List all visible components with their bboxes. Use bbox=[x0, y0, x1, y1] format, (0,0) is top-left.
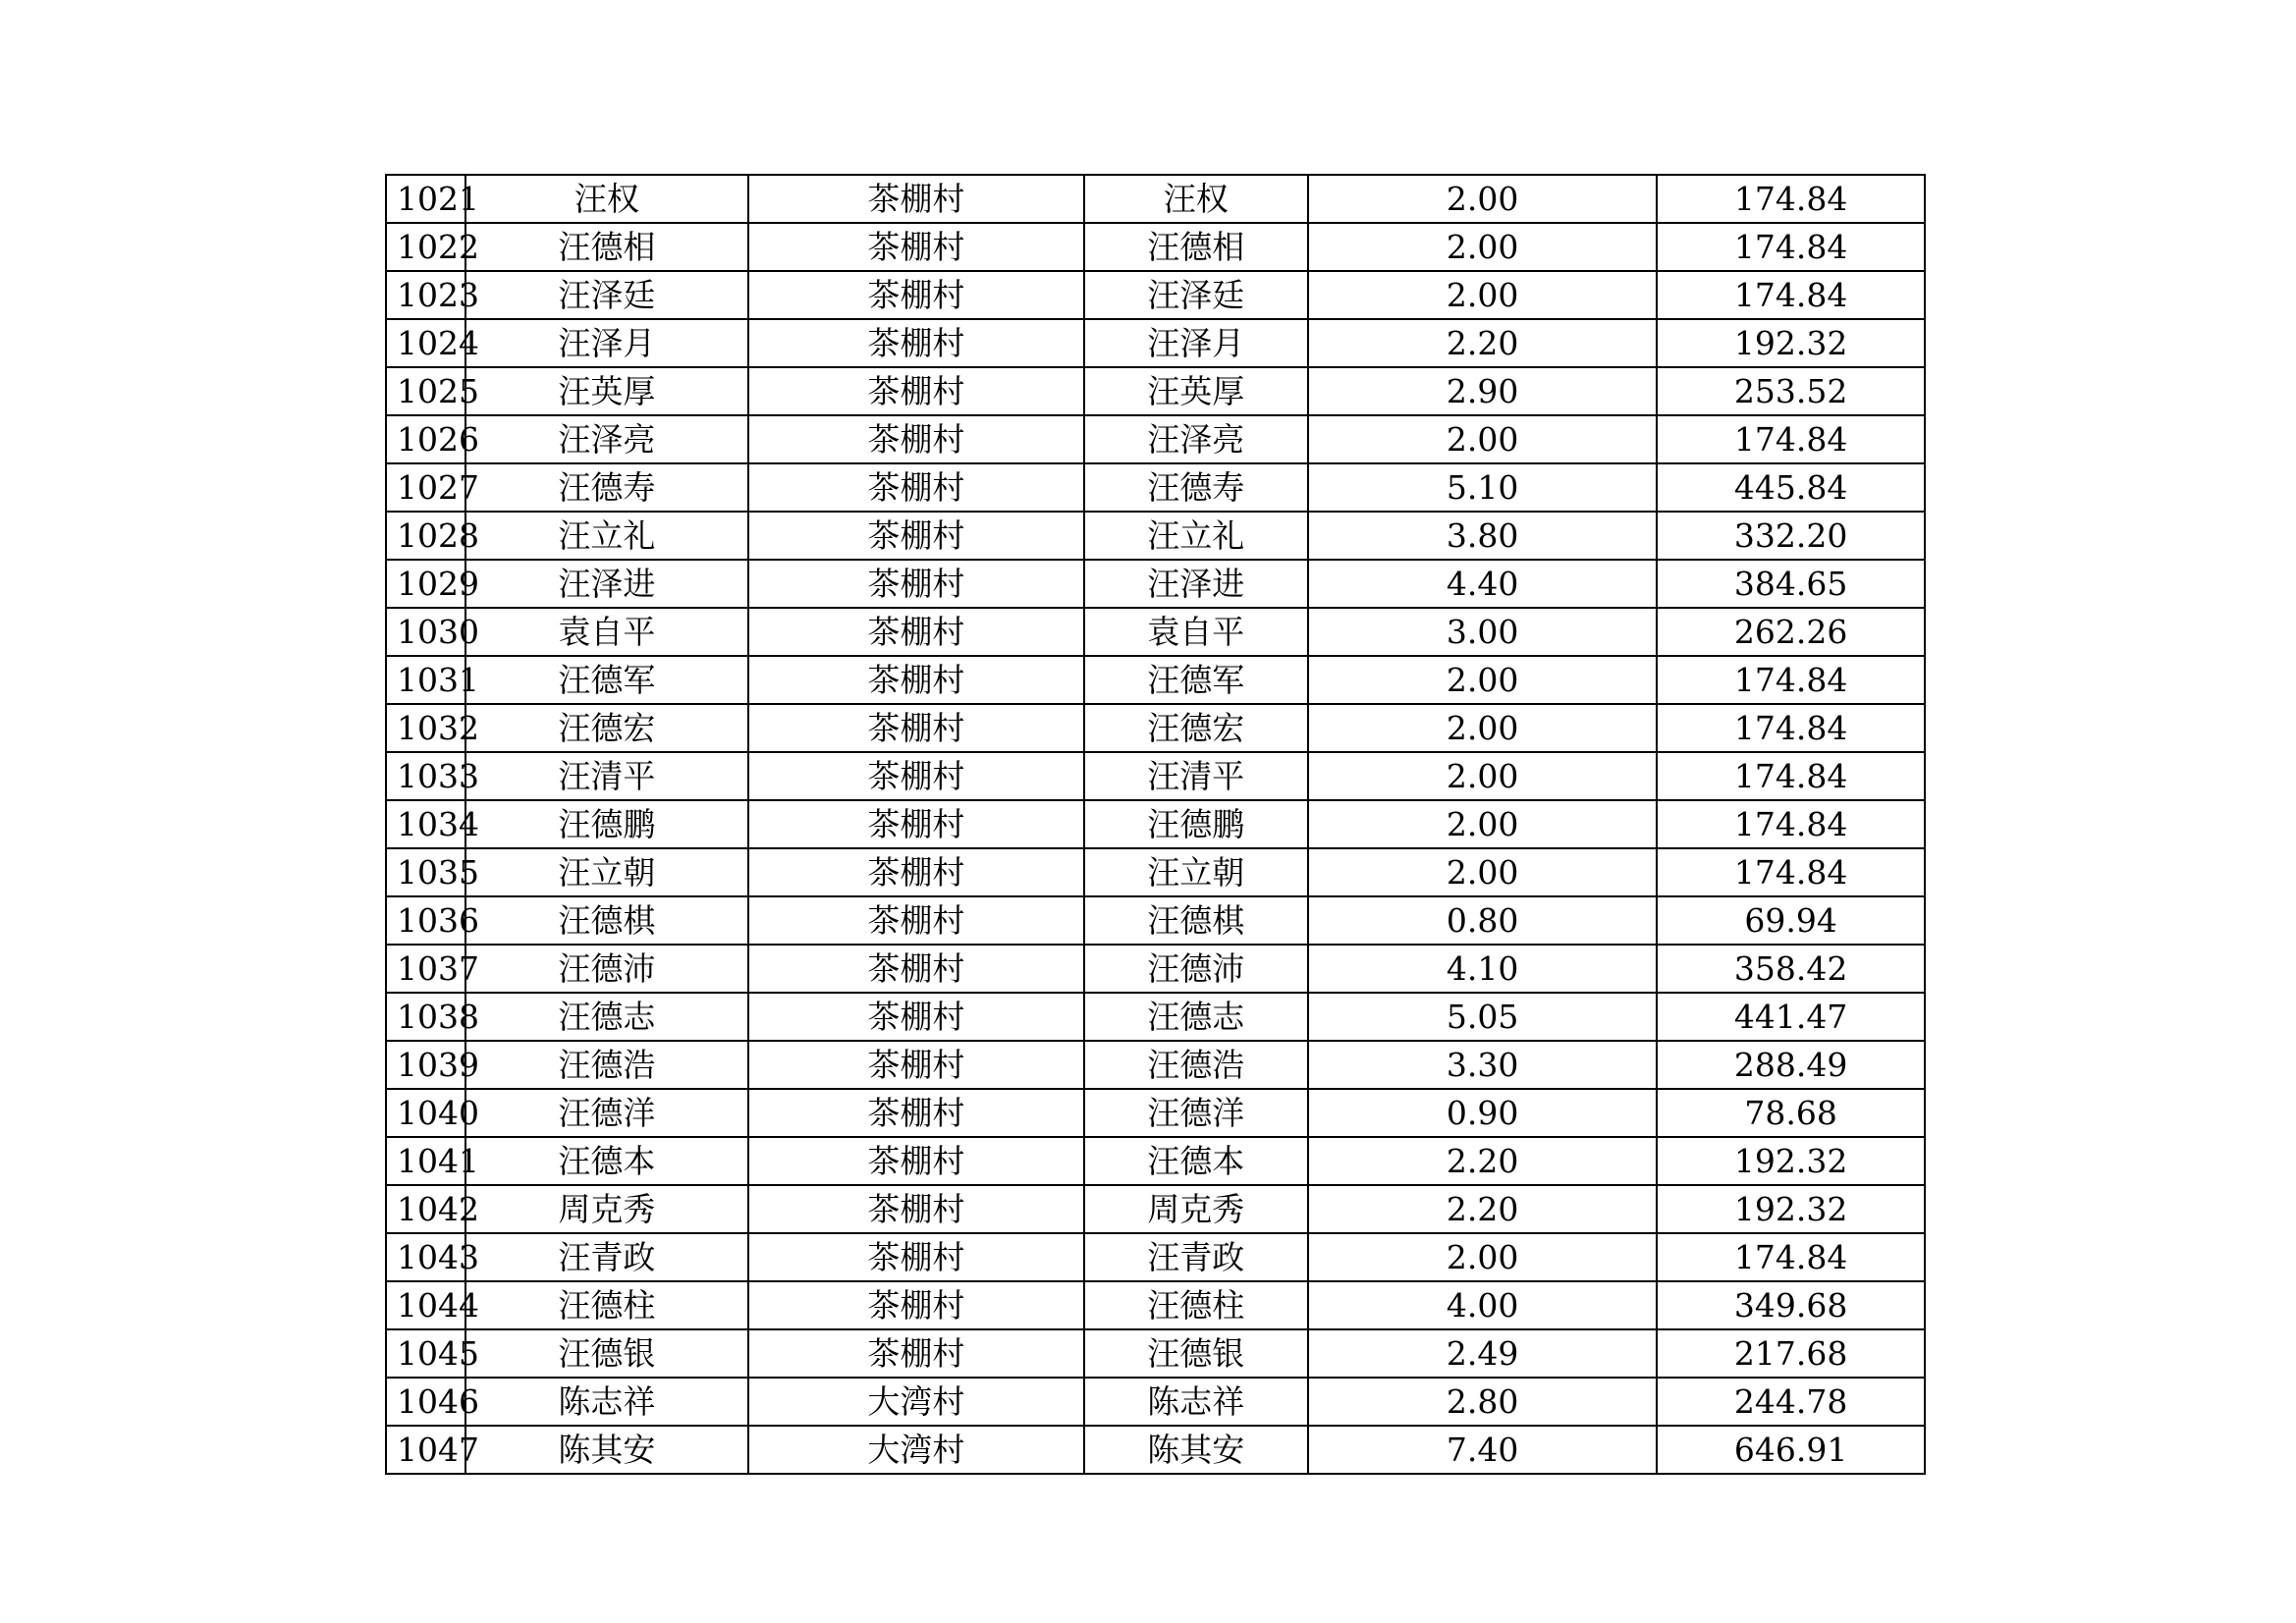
table-row bbox=[386, 1089, 1925, 1137]
table-row bbox=[386, 608, 1925, 656]
cell-name: 汪清平 bbox=[465, 752, 749, 800]
cell-account-holder: 汪立礼 bbox=[1084, 512, 1308, 560]
cell-account-holder: 汪泽亮 bbox=[1084, 415, 1308, 463]
cell-serial-number: 1033 bbox=[386, 752, 465, 800]
cell-amount: 69.94 bbox=[1657, 896, 1925, 945]
cell-serial-number: 1040 bbox=[386, 1089, 465, 1137]
cell-village: 大湾村 bbox=[748, 1378, 1083, 1426]
cell-amount: 78.68 bbox=[1657, 1089, 1925, 1137]
cell-area: 2.20 bbox=[1308, 1137, 1657, 1185]
cell-area: 4.10 bbox=[1308, 945, 1657, 993]
table-row bbox=[386, 1281, 1925, 1329]
cell-name: 汪泽廷 bbox=[465, 271, 749, 319]
cell-name: 汪立礼 bbox=[465, 512, 749, 560]
cell-area: 5.05 bbox=[1308, 993, 1657, 1041]
cell-account-holder: 汪德鹏 bbox=[1084, 800, 1308, 848]
cell-village: 茶棚村 bbox=[748, 271, 1083, 319]
cell-village: 茶棚村 bbox=[748, 896, 1083, 945]
cell-account-holder: 汪德相 bbox=[1084, 223, 1308, 271]
table-row bbox=[386, 415, 1925, 463]
table-row bbox=[386, 1329, 1925, 1378]
cell-village: 茶棚村 bbox=[748, 945, 1083, 993]
cell-area: 4.00 bbox=[1308, 1281, 1657, 1329]
cell-serial-number: 1045 bbox=[386, 1329, 465, 1378]
cell-serial-number: 1021 bbox=[386, 175, 465, 223]
cell-account-holder: 汪德浩 bbox=[1084, 1041, 1308, 1089]
table-row bbox=[386, 993, 1925, 1041]
cell-account-holder: 汪德棋 bbox=[1084, 896, 1308, 945]
cell-village: 茶棚村 bbox=[748, 1233, 1083, 1281]
cell-serial-number: 1044 bbox=[386, 1281, 465, 1329]
cell-amount: 174.84 bbox=[1657, 848, 1925, 896]
cell-area: 2.00 bbox=[1308, 752, 1657, 800]
cell-account-holder: 汪德本 bbox=[1084, 1137, 1308, 1185]
cell-name: 汪德棋 bbox=[465, 896, 749, 945]
table-row bbox=[386, 223, 1925, 271]
cell-serial-number: 1022 bbox=[386, 223, 465, 271]
cell-account-holder: 汪泽廷 bbox=[1084, 271, 1308, 319]
cell-area: 2.00 bbox=[1308, 223, 1657, 271]
cell-amount: 646.91 bbox=[1657, 1426, 1925, 1474]
table-row bbox=[386, 1378, 1925, 1426]
cell-account-holder: 汪德军 bbox=[1084, 656, 1308, 704]
cell-village: 茶棚村 bbox=[748, 704, 1083, 752]
cell-village: 茶棚村 bbox=[748, 1329, 1083, 1378]
cell-amount: 174.84 bbox=[1657, 752, 1925, 800]
cell-serial-number: 1027 bbox=[386, 463, 465, 512]
cell-name: 汪德本 bbox=[465, 1137, 749, 1185]
table-row bbox=[386, 319, 1925, 367]
cell-area: 0.80 bbox=[1308, 896, 1657, 945]
cell-name: 汪德军 bbox=[465, 656, 749, 704]
cell-amount: 192.32 bbox=[1657, 1137, 1925, 1185]
cell-amount: 384.65 bbox=[1657, 560, 1925, 608]
cell-amount: 174.84 bbox=[1657, 175, 1925, 223]
cell-amount: 349.68 bbox=[1657, 1281, 1925, 1329]
cell-account-holder: 汪德志 bbox=[1084, 993, 1308, 1041]
cell-area: 2.49 bbox=[1308, 1329, 1657, 1378]
cell-area: 2.20 bbox=[1308, 319, 1657, 367]
cell-name: 汪德志 bbox=[465, 993, 749, 1041]
cell-area: 2.80 bbox=[1308, 1378, 1657, 1426]
cell-account-holder: 汪德宏 bbox=[1084, 704, 1308, 752]
cell-name: 陈其安 bbox=[465, 1426, 749, 1474]
cell-area: 2.00 bbox=[1308, 800, 1657, 848]
table-row bbox=[386, 1426, 1925, 1474]
cell-serial-number: 1023 bbox=[386, 271, 465, 319]
cell-area: 7.40 bbox=[1308, 1426, 1657, 1474]
cell-area: 3.80 bbox=[1308, 512, 1657, 560]
cell-village: 茶棚村 bbox=[748, 463, 1083, 512]
cell-account-holder: 汪权 bbox=[1084, 175, 1308, 223]
cell-serial-number: 1036 bbox=[386, 896, 465, 945]
cell-area: 5.10 bbox=[1308, 463, 1657, 512]
table-body bbox=[386, 175, 1925, 1474]
table-row bbox=[386, 704, 1925, 752]
cell-area: 2.00 bbox=[1308, 848, 1657, 896]
cell-account-holder: 汪德寿 bbox=[1084, 463, 1308, 512]
cell-village: 茶棚村 bbox=[748, 223, 1083, 271]
cell-village: 茶棚村 bbox=[748, 1137, 1083, 1185]
table-row bbox=[386, 945, 1925, 993]
cell-amount: 174.84 bbox=[1657, 800, 1925, 848]
cell-account-holder: 汪德柱 bbox=[1084, 1281, 1308, 1329]
cell-village: 茶棚村 bbox=[748, 848, 1083, 896]
cell-name: 汪德洋 bbox=[465, 1089, 749, 1137]
cell-serial-number: 1026 bbox=[386, 415, 465, 463]
cell-serial-number: 1041 bbox=[386, 1137, 465, 1185]
cell-amount: 174.84 bbox=[1657, 1233, 1925, 1281]
table-row bbox=[386, 560, 1925, 608]
table-row bbox=[386, 656, 1925, 704]
cell-serial-number: 1030 bbox=[386, 608, 465, 656]
cell-account-holder: 汪清平 bbox=[1084, 752, 1308, 800]
cell-village: 茶棚村 bbox=[748, 415, 1083, 463]
cell-village: 茶棚村 bbox=[748, 1281, 1083, 1329]
cell-amount: 174.84 bbox=[1657, 271, 1925, 319]
cell-account-holder: 袁自平 bbox=[1084, 608, 1308, 656]
cell-area: 3.00 bbox=[1308, 608, 1657, 656]
cell-amount: 217.68 bbox=[1657, 1329, 1925, 1378]
table-row bbox=[386, 848, 1925, 896]
cell-area: 2.00 bbox=[1308, 704, 1657, 752]
cell-name: 汪德柱 bbox=[465, 1281, 749, 1329]
cell-area: 2.90 bbox=[1308, 367, 1657, 415]
cell-name: 周克秀 bbox=[465, 1185, 749, 1233]
cell-serial-number: 1047 bbox=[386, 1426, 465, 1474]
cell-name: 汪德鹏 bbox=[465, 800, 749, 848]
cell-account-holder: 汪英厚 bbox=[1084, 367, 1308, 415]
table-row bbox=[386, 800, 1925, 848]
cell-village: 茶棚村 bbox=[748, 367, 1083, 415]
cell-serial-number: 1029 bbox=[386, 560, 465, 608]
cell-serial-number: 1035 bbox=[386, 848, 465, 896]
table-row bbox=[386, 367, 1925, 415]
cell-account-holder: 汪德沛 bbox=[1084, 945, 1308, 993]
cell-serial-number: 1031 bbox=[386, 656, 465, 704]
cell-account-holder: 汪泽月 bbox=[1084, 319, 1308, 367]
cell-serial-number: 1032 bbox=[386, 704, 465, 752]
cell-account-holder: 汪立朝 bbox=[1084, 848, 1308, 896]
cell-name: 汪德寿 bbox=[465, 463, 749, 512]
cell-area: 0.90 bbox=[1308, 1089, 1657, 1137]
cell-amount: 441.47 bbox=[1657, 993, 1925, 1041]
cell-village: 大湾村 bbox=[748, 1426, 1083, 1474]
cell-village: 茶棚村 bbox=[748, 175, 1083, 223]
cell-amount: 174.84 bbox=[1657, 415, 1925, 463]
table-row bbox=[386, 896, 1925, 945]
cell-village: 茶棚村 bbox=[748, 319, 1083, 367]
cell-name: 汪德浩 bbox=[465, 1041, 749, 1089]
cell-serial-number: 1025 bbox=[386, 367, 465, 415]
table-row bbox=[386, 1137, 1925, 1185]
table-row bbox=[386, 463, 1925, 512]
cell-serial-number: 1046 bbox=[386, 1378, 465, 1426]
cell-name: 汪立朝 bbox=[465, 848, 749, 896]
cell-serial-number: 1038 bbox=[386, 993, 465, 1041]
table-row bbox=[386, 1233, 1925, 1281]
cell-area: 2.00 bbox=[1308, 175, 1657, 223]
cell-amount: 332.20 bbox=[1657, 512, 1925, 560]
cell-account-holder: 汪德洋 bbox=[1084, 1089, 1308, 1137]
cell-account-holder: 汪德银 bbox=[1084, 1329, 1308, 1378]
cell-account-holder: 周克秀 bbox=[1084, 1185, 1308, 1233]
cell-village: 茶棚村 bbox=[748, 993, 1083, 1041]
subsidy-table bbox=[385, 174, 1926, 1475]
cell-village: 茶棚村 bbox=[748, 1185, 1083, 1233]
cell-amount: 192.32 bbox=[1657, 319, 1925, 367]
cell-serial-number: 1043 bbox=[386, 1233, 465, 1281]
cell-amount: 244.78 bbox=[1657, 1378, 1925, 1426]
cell-serial-number: 1024 bbox=[386, 319, 465, 367]
table-row bbox=[386, 271, 1925, 319]
cell-serial-number: 1042 bbox=[386, 1185, 465, 1233]
cell-name: 汪青政 bbox=[465, 1233, 749, 1281]
table-row bbox=[386, 175, 1925, 223]
cell-area: 2.00 bbox=[1308, 656, 1657, 704]
cell-amount: 174.84 bbox=[1657, 223, 1925, 271]
cell-amount: 253.52 bbox=[1657, 367, 1925, 415]
cell-name: 汪德相 bbox=[465, 223, 749, 271]
cell-area: 4.40 bbox=[1308, 560, 1657, 608]
cell-amount: 174.84 bbox=[1657, 704, 1925, 752]
cell-amount: 192.32 bbox=[1657, 1185, 1925, 1233]
cell-account-holder: 汪泽进 bbox=[1084, 560, 1308, 608]
cell-serial-number: 1028 bbox=[386, 512, 465, 560]
cell-village: 茶棚村 bbox=[748, 800, 1083, 848]
table-row bbox=[386, 1041, 1925, 1089]
cell-account-holder: 汪青政 bbox=[1084, 1233, 1308, 1281]
cell-name: 陈志祥 bbox=[465, 1378, 749, 1426]
cell-name: 汪泽进 bbox=[465, 560, 749, 608]
cell-village: 茶棚村 bbox=[748, 1041, 1083, 1089]
cell-serial-number: 1034 bbox=[386, 800, 465, 848]
cell-amount: 174.84 bbox=[1657, 656, 1925, 704]
cell-amount: 445.84 bbox=[1657, 463, 1925, 512]
cell-name: 汪德沛 bbox=[465, 945, 749, 993]
cell-village: 茶棚村 bbox=[748, 512, 1083, 560]
table-row bbox=[386, 512, 1925, 560]
cell-area: 2.00 bbox=[1308, 415, 1657, 463]
cell-name: 汪英厚 bbox=[465, 367, 749, 415]
cell-amount: 262.26 bbox=[1657, 608, 1925, 656]
cell-village: 茶棚村 bbox=[748, 560, 1083, 608]
cell-name: 汪德银 bbox=[465, 1329, 749, 1378]
cell-village: 茶棚村 bbox=[748, 1089, 1083, 1137]
cell-name: 袁自平 bbox=[465, 608, 749, 656]
cell-name: 汪权 bbox=[465, 175, 749, 223]
cell-account-holder: 陈其安 bbox=[1084, 1426, 1308, 1474]
cell-area: 3.30 bbox=[1308, 1041, 1657, 1089]
cell-amount: 358.42 bbox=[1657, 945, 1925, 993]
table-row bbox=[386, 1185, 1925, 1233]
cell-village: 茶棚村 bbox=[748, 752, 1083, 800]
cell-serial-number: 1039 bbox=[386, 1041, 465, 1089]
cell-village: 茶棚村 bbox=[748, 608, 1083, 656]
table-row bbox=[386, 752, 1925, 800]
cell-serial-number: 1037 bbox=[386, 945, 465, 993]
cell-name: 汪泽亮 bbox=[465, 415, 749, 463]
cell-account-holder: 陈志祥 bbox=[1084, 1378, 1308, 1426]
cell-village: 茶棚村 bbox=[748, 656, 1083, 704]
cell-area: 2.00 bbox=[1308, 271, 1657, 319]
cell-area: 2.20 bbox=[1308, 1185, 1657, 1233]
cell-amount: 288.49 bbox=[1657, 1041, 1925, 1089]
cell-area: 2.00 bbox=[1308, 1233, 1657, 1281]
cell-name: 汪泽月 bbox=[465, 319, 749, 367]
cell-name: 汪德宏 bbox=[465, 704, 749, 752]
